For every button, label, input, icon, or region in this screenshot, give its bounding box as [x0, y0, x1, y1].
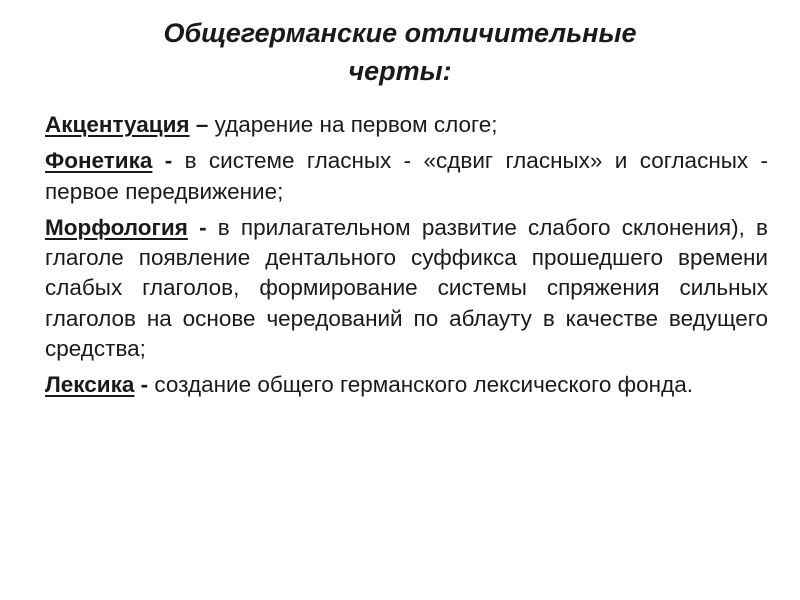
- separator: –: [189, 112, 215, 137]
- term-morphology: Морфология: [45, 214, 188, 240]
- item-lexicon: [45, 370, 768, 400]
- item-accentuation: [45, 110, 768, 140]
- term-accentuation: Акцентуация: [45, 112, 190, 137]
- definition-phonetics: в системе гласных - «сдвиг гласных» и согласных - первое передвижение;: [45, 148, 769, 204]
- item-phonetics: [45, 146, 768, 207]
- separator: -: [152, 148, 185, 174]
- slide-title-line-1: Общегерманские отличительные: [163, 18, 637, 48]
- slide-body: [45, 110, 768, 407]
- definition-accentuation: ударение на первом слоге;: [214, 112, 498, 137]
- item-morphology: [45, 213, 768, 364]
- definition-lexicon: создание общего германского лексического фонда.: [154, 372, 693, 398]
- term-phonetics: Фонетика: [45, 148, 153, 174]
- separator: -: [134, 372, 155, 398]
- term-lexicon: Лексика: [45, 372, 135, 398]
- definition-morphology: в прилагательном развитие слабого склонения), в глаголе появление дентального суффикса прошедшего времени слабых глаголов, формирование системы спряжения сильных глаголов на основе чередований по аблауту в качестве ведущего средства;: [45, 214, 769, 362]
- separator: -: [187, 214, 218, 240]
- slide-title-line-2: черты:: [348, 56, 452, 86]
- slide-title: [60, 14, 740, 90]
